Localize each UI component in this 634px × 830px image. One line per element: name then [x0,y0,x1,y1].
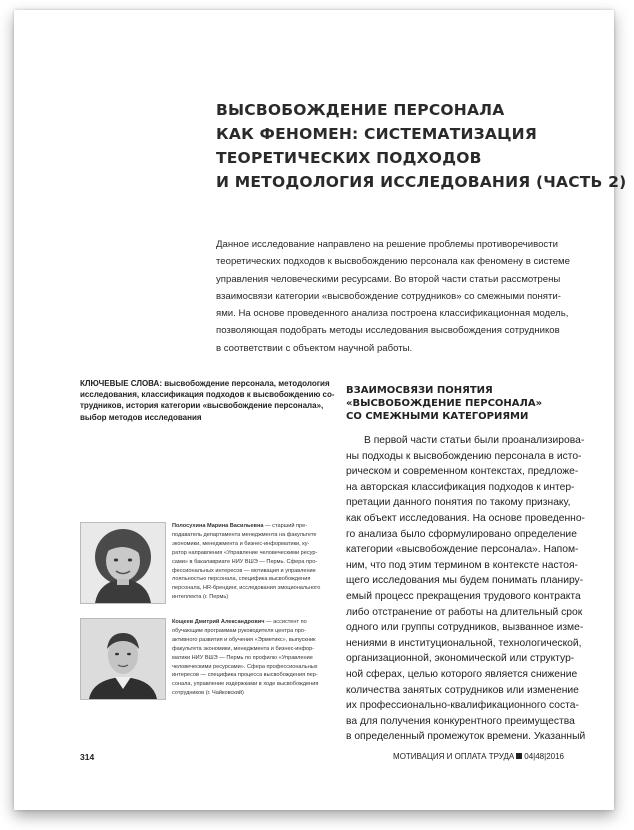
bio-line [172,522,342,531]
body-line: либо отстранение от работы на длительный срок [346,606,583,618]
body-line: количества занятых сотрудников или изменение [346,684,579,696]
keywords-line: исследования, классификация подходов к высвобождению со- [80,390,335,400]
journal-page [14,10,627,810]
section-heading-line: ВЗАИМОСВЯЗИ ПОНЯТИЯ [346,385,493,396]
journal-footer [393,752,564,761]
author-bio [172,522,342,602]
bio-line: активного развития и обучения «Эрметикс», выпускник [172,636,316,643]
keywords-block [80,378,335,423]
bio-line: обучающим программам руководителя центра про- [172,627,306,634]
bio-line: персонала, HR-брендинг, исследования эмоционального [172,585,321,592]
abstract-line: теоретических подходов к высвобождению персонала как феномену в системе [216,256,570,268]
bio-line: факультета экономики, менеджмента и бизнес-инфор- [172,645,315,652]
abstract-line: взаимосвязи категории «высвобождение сотрудников» со смежными поняти- [216,290,561,302]
section-heading-line: СО СМЕЖНЫМИ КАТЕГОРИЯМИ [346,411,529,422]
keywords-line: выбор методов исследования [80,412,202,422]
bio-text: — старший пре- [263,523,308,529]
abstract-line: позволяющая подобрать методы исследования высвобождения сотрудников [216,325,560,337]
body-line: ним, что под этим термином в контексте настоя- [346,559,578,571]
body-line: щего исследования мы будем понимать планиру- [346,575,584,587]
body-line: претации данного понятия по такому признаку, [346,497,571,509]
body-line: ва для получения конкурентного преимущества [346,715,575,727]
title-line: ВЫСВОБОЖДЕНИЕ ПЕРСОНАЛА [216,101,505,119]
bio-text: — ассистент по [264,619,307,625]
body-line: на авторская классификация подходов к интер- [346,481,575,493]
journal-issue: 04|48|2016 [524,752,564,761]
section-heading [346,384,606,423]
body-line: в определенный промежуток времени. Указанный [346,731,586,743]
abstract-line: Данное исследование направлено на решение проблемы противоречивости [216,239,558,250]
body-line: рическом и современном контекстах, предложе- [346,466,579,478]
section-heading-line: «ВЫСВОБОЖДЕНИЕ ПЕРСОНАЛА» [346,398,543,409]
body-line: одного или группы сотрудников, вызванное изме- [346,622,584,634]
body-line: категории «высвобождение персонала». Напом- [346,544,579,556]
bio-line: сотрудников (г. Чайковский) [172,690,244,697]
journal-name: МОТИВАЦИЯ И ОПЛАТА ТРУДА [393,752,515,761]
abstract-line: ями. На основе проведенного анализа построена классификационная модель, [216,308,569,320]
square-separator-icon [516,753,522,759]
page-number: 314 [80,752,95,762]
bio-line: фессиональных интересов — мотивация и управление [172,567,316,574]
body-line: емый процесс прекращения трудового контракта [346,590,581,602]
author-photo [80,618,166,700]
body-line: В первой части статьи были проанализирова- [364,435,585,446]
bio-line: сами» в бакалавриате НИУ ВШЭ — Пермь. Сфера про- [172,558,318,565]
man-portrait-icon [81,619,165,699]
bio-line: экономики, менеджмента и бизнес-информатики, ку- [172,540,310,547]
body-line: организационной, экономической или структур- [346,653,575,665]
author-photo [80,522,166,604]
bio-line: человеческими ресурсами». Сфера профессиональных [172,663,318,670]
body-line: ны подходы к высвобождению персонала в исто- [346,450,582,462]
author-bio [172,618,342,698]
keywords-text: высвобождение персонала, методология [162,379,330,388]
body-text [346,433,602,745]
author-name: Кощеев Дмитрий Александрович [172,619,265,625]
article-title [216,98,627,194]
abstract-line: в соответствии с объектом научной работы. [216,342,413,354]
bio-line: лояльностью персонала, специфика высвобождения [172,576,311,583]
keywords-label: КЛЮЧЕВЫЕ СЛОВА: [80,379,162,388]
body-line: ной сферах, целью которого является снижение [346,668,578,680]
body-line: как объект исследования. На основе проведенно- [346,512,585,524]
abstract-line: управления человеческими ресурсами. Во второй части статьи рассмотрены [216,273,561,285]
title-line: ТЕОРЕТИЧЕСКИХ ПОДХОДОВ [216,149,482,167]
body-line: го анализа было сформулировано определение [346,528,577,540]
bio-line: подаватель департамента менеджмента на факультете [172,531,317,538]
bio-line: матики НИУ ВШЭ — Пермь по профилю «Управление [172,654,313,661]
bio-line [172,618,342,627]
bio-line: ратор направления «Управление человеческими ресур- [172,549,318,556]
body-line: их профессионально-квалификационного соста- [346,700,579,712]
woman-portrait-icon [81,523,165,603]
keywords-line [80,378,332,389]
title-line: И МЕТОДОЛОГИЯ ИССЛЕДОВАНИЯ (ЧАСТЬ 2) [216,173,627,191]
author-name: Полосухина Марина Васильевна [172,523,264,529]
bio-line: интеллекта (г. Пермь) [172,594,229,601]
bio-line: сонала, управление издержками в ходе высвобождения [172,681,319,688]
keywords-line: трудников, история категории «высвобождение персонала», [80,401,324,411]
article-abstract [216,236,588,357]
bio-line: интересов — специфика процесса высвобождения пер- [172,672,318,679]
body-line: нениями в институциональной, технологической, [346,637,582,649]
title-line: КАК ФЕНОМЕН: СИСТЕМАТИЗАЦИЯ [216,125,537,143]
